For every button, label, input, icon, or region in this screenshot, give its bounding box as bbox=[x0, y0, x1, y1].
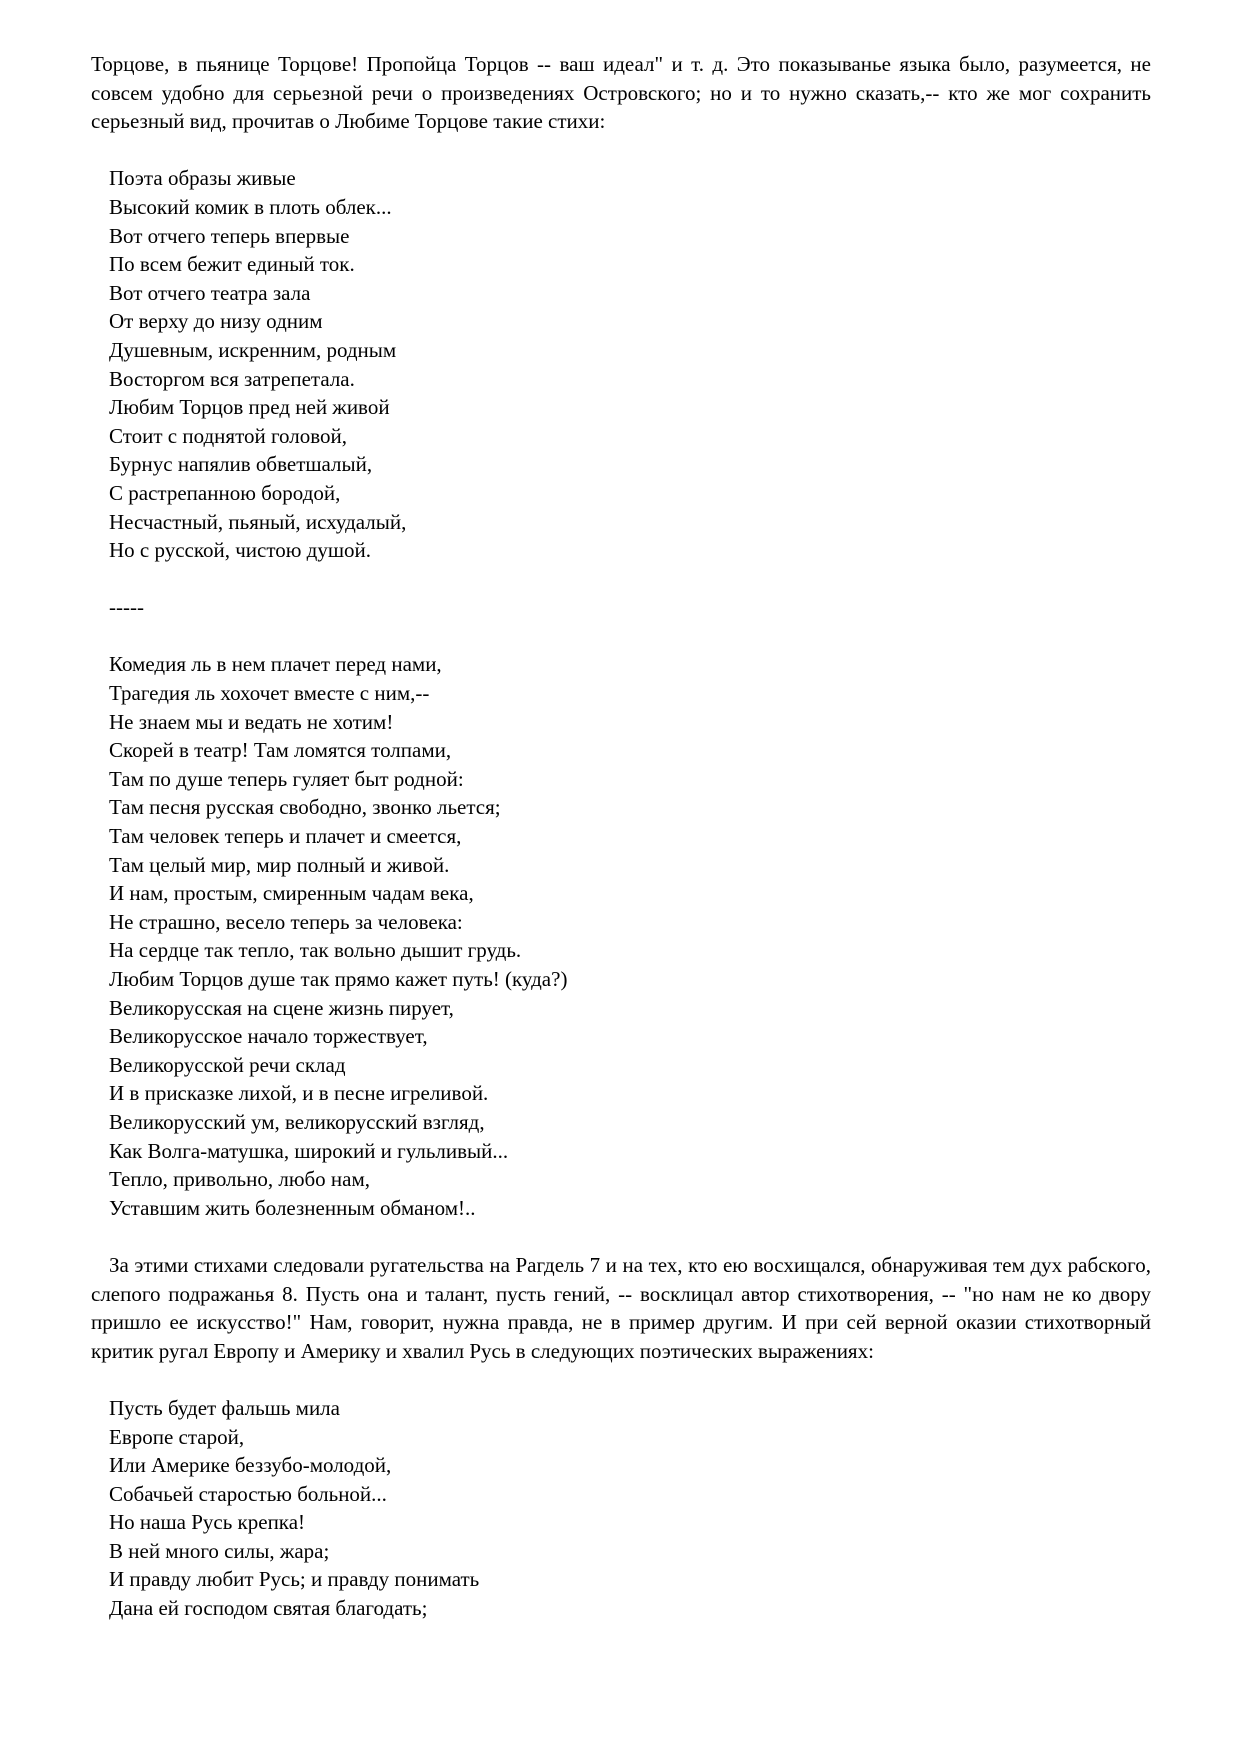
verse-line: Поэта образы живые bbox=[109, 166, 296, 191]
verse-line: Восторгом вся затрепетала. bbox=[109, 366, 355, 391]
verse-block-1 bbox=[91, 164, 1151, 564]
blank-line bbox=[91, 622, 1151, 651]
document-page bbox=[91, 50, 1151, 1623]
verse-line: В ней много силы, жара; bbox=[109, 1538, 330, 1563]
verse-line: Там целый мир, мир полный и живой. bbox=[109, 852, 450, 877]
section-separator: ----- bbox=[109, 595, 144, 620]
paragraph-intro: Торцове, в пьянице Торцове! Пропойца Торцов -- ваш идеал" и т. д. Это показыванье языка было, разумеется, не совсем удобно для серьезной речи о произведениях Островского; но и то нужно сказать,-- кто же мог сохранить серьезный вид, прочитав о Любиме Торцове такие стихи: bbox=[91, 52, 1151, 134]
verse-line: Высокий комик в плоть облек... bbox=[109, 194, 392, 219]
verse-line: Скорей в театр! Там ломятся толпами, bbox=[109, 738, 452, 763]
verse-line: Но с русской, чистою душой. bbox=[109, 538, 372, 563]
verse-line: Вот отчего театра зала bbox=[109, 280, 311, 305]
verse-line: По всем бежит единый ток. bbox=[109, 252, 355, 277]
verse-line: Великорусской речи склад bbox=[109, 1052, 346, 1077]
verse-block-3 bbox=[91, 1394, 1151, 1623]
blank-line bbox=[91, 565, 1151, 594]
verse-block-2 bbox=[91, 650, 1151, 1222]
blank-line bbox=[91, 1365, 1151, 1394]
verse-line: Дана ей господом святая благодать; bbox=[109, 1596, 428, 1621]
verse-line: Комедия ль в нем плачет перед нами, bbox=[109, 652, 442, 677]
verse-line: Любим Торцов пред ней живой bbox=[109, 395, 390, 420]
paragraph-commentary: За этими стихами следовали ругательства на Рагдель 7 и на тех, кто ею восхищался, обнаруживая тем дух рабского, слепого подражанья 8. Пусть она и талант, пусть гений, -- восклицал автор стихотворения, -- "но нам не ко двору пришло ее искусство!" Нам, говорит, нужна правда, не в пример другим. И при сей верной оказии стихотворный критик ругал Европу и Америку и хвалил Русь в следующих поэтических выражениях: bbox=[91, 1252, 1151, 1363]
blank-line bbox=[91, 136, 1151, 165]
verse-line: Не знаем мы и ведать не хотим! bbox=[109, 709, 394, 734]
verse-line: Великорусский ум, великорусский взгляд, bbox=[109, 1109, 485, 1134]
verse-line: С растрепанною бородой, bbox=[109, 480, 341, 505]
verse-line: Европе старой, bbox=[109, 1424, 245, 1449]
verse-line: И правду любит Русь; и правду понимать bbox=[109, 1567, 480, 1592]
verse-line: Не страшно, весело теперь за человека: bbox=[109, 909, 463, 934]
verse-line: Или Америке беззубо-молодой, bbox=[109, 1453, 392, 1478]
verse-line: На сердце так тепло, так вольно дышит грудь. bbox=[109, 938, 522, 963]
verse-line: Там песня русская свободно, звонко льется; bbox=[109, 795, 501, 820]
verse-line: Великорусское начало торжествует, bbox=[109, 1024, 428, 1049]
verse-line: Душевным, искренним, родным bbox=[109, 337, 397, 362]
verse-line: Стоит с поднятой головой, bbox=[109, 423, 348, 448]
verse-line: Вот отчего теперь впервые bbox=[109, 223, 350, 248]
verse-line: Собачьей старостью больной... bbox=[109, 1481, 387, 1506]
verse-line: Любим Торцов душе так прямо кажет путь! (куда?) bbox=[109, 967, 568, 991]
verse-line: Бурнус напялив обветшалый, bbox=[109, 452, 373, 477]
verse-line: Тепло, привольно, любо нам, bbox=[109, 1167, 371, 1192]
verse-line: И в присказке лихой, и в песне игреливой. bbox=[109, 1081, 489, 1106]
verse-line: Трагедия ль хохочет вместе с ним,-- bbox=[109, 681, 430, 706]
verse-line: От верху до низу одним bbox=[109, 309, 323, 334]
verse-line: Но наша Русь крепка! bbox=[109, 1510, 306, 1535]
verse-line: Пусть будет фальшь мила bbox=[109, 1395, 340, 1420]
verse-line: Уставшим жить болезненным обманом!.. bbox=[109, 1195, 476, 1220]
verse-line: И нам, простым, смиренным чадам века, bbox=[109, 881, 474, 906]
verse-line: Великорусская на сцене жизнь пирует, bbox=[109, 995, 454, 1020]
verse-line: Там человек теперь и плачет и смеется, bbox=[109, 824, 462, 849]
verse-line: Несчастный, пьяный, исхудалый, bbox=[109, 509, 407, 534]
verse-line: Там по душе теперь гуляет быт родной: bbox=[109, 766, 464, 791]
blank-line bbox=[91, 1222, 1151, 1251]
verse-line: Как Волга-матушка, широкий и гульливый... bbox=[109, 1138, 509, 1163]
